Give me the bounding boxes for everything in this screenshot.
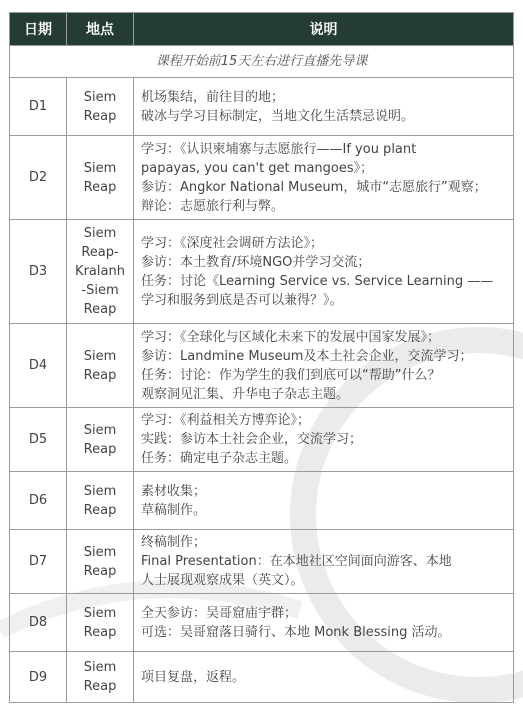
pre-course-note: 课程开始前15天左右进行直播先导课 <box>10 46 514 78</box>
description-line: 人士展现观察成果（英文）。 <box>141 573 304 588</box>
location-line: Siem <box>83 226 117 241</box>
row-location <box>67 220 134 324</box>
location-line: Reap- <box>81 245 119 260</box>
location-line: Siem <box>83 605 117 621</box>
row-location <box>67 408 134 472</box>
description-line: 全天参访：吴哥窟庙宇群； <box>141 605 298 621</box>
description-line: 辩论：志愿旅行利与弊。 <box>141 198 285 214</box>
description-line: 参访：本土教育/环境NGO并学习交流； <box>141 254 371 270</box>
row-location <box>67 530 134 594</box>
description-line: 任务：确定电子杂志主题。 <box>141 451 298 466</box>
row-location <box>67 136 134 220</box>
description-line: 任务：讨论：作为学生的我们到底可以“帮助”什么？ <box>141 367 441 383</box>
row-day: D6 <box>10 472 67 530</box>
row-description <box>134 136 514 220</box>
row-day: D3 <box>10 220 67 324</box>
table-row <box>10 78 514 136</box>
location-line: Reap <box>83 679 117 694</box>
description-line: 机场集结，前往目的地； <box>141 89 285 105</box>
location-line: Reap <box>83 367 117 383</box>
description-line: 项目复盘，返程。 <box>141 669 246 685</box>
location-line: Siem <box>83 89 117 105</box>
location-line: Siem <box>83 483 117 499</box>
description-line: 破冰与学习目标制定，当地文化生活禁忌说明。 <box>141 108 415 124</box>
row-day: D9 <box>10 652 67 703</box>
location-line: Reap <box>83 179 117 195</box>
table-row <box>10 652 514 703</box>
location-line: Siem <box>83 348 117 364</box>
description-line: 草稿制作。 <box>141 502 207 518</box>
row-location <box>67 78 134 136</box>
row-day: D5 <box>10 408 67 472</box>
location-line: Siem <box>83 160 117 176</box>
header-day: 日期 <box>10 13 67 46</box>
row-description <box>134 220 514 324</box>
location-line: -Siem <box>81 283 119 298</box>
table-row <box>10 530 514 594</box>
itinerary-container <box>9 12 513 703</box>
row-description <box>134 652 514 703</box>
row-location <box>67 324 134 408</box>
description-line: 参访：Landmine Museum及本土社会企业，交流学习； <box>141 348 473 364</box>
itinerary-table <box>9 12 514 703</box>
description-line: 可选：吴哥窟落日骑行、本地 Monk Blessing 活动。 <box>141 624 451 640</box>
table-row <box>10 594 514 652</box>
description-line: 实践：参访本土社会企业，交流学习； <box>141 432 363 447</box>
location-line: Siem <box>83 660 117 675</box>
table-row <box>10 408 514 472</box>
description-line: 学习：《利益相关方博弈论》； <box>141 413 311 428</box>
location-line: Reap <box>83 441 117 457</box>
row-description <box>134 408 514 472</box>
header-location: 地点 <box>67 13 134 46</box>
header-description: 说明 <box>134 13 514 46</box>
row-description <box>134 78 514 136</box>
description-line: papayas, you can't get mangoes》； <box>141 160 374 176</box>
row-location <box>67 594 134 652</box>
description-line: 观察洞见汇集、升华电子杂志主题。 <box>141 386 350 402</box>
row-day: D2 <box>10 136 67 220</box>
description-line: 参访：Angkor National Museum，城市“志愿旅行”观察； <box>141 179 487 195</box>
location-line: Reap <box>83 302 117 317</box>
location-line: Reap <box>83 502 117 518</box>
description-line: 任务：讨论《Learning Service vs. Service Learning —— <box>141 273 494 289</box>
table-row <box>10 324 514 408</box>
location-line: Siem <box>83 544 117 560</box>
row-day: D1 <box>10 78 67 136</box>
table-row <box>10 136 514 220</box>
row-description <box>134 530 514 594</box>
table-row <box>10 472 514 530</box>
description-line: 素材收集； <box>141 483 207 499</box>
note-row <box>10 46 514 78</box>
row-description <box>134 472 514 530</box>
row-description <box>134 594 514 652</box>
table-header-row <box>10 13 514 46</box>
row-location <box>67 652 134 703</box>
location-line: Reap <box>83 624 117 640</box>
row-day: D7 <box>10 530 67 594</box>
description-line: 学习：《深度社会调研方法论》； <box>141 235 324 251</box>
description-line: 学习和服务到底是否可以兼得？》。 <box>141 292 343 308</box>
row-day: D4 <box>10 324 67 408</box>
row-location <box>67 472 134 530</box>
description-line: 学习：《认识柬埔寨与志愿旅行——If you plant <box>141 141 417 157</box>
description-line: 终稿制作； <box>141 535 207 550</box>
row-day: D8 <box>10 594 67 652</box>
location-line: Reap <box>83 563 117 579</box>
table-row <box>10 220 514 324</box>
location-line: Reap <box>83 108 117 124</box>
location-line: Siem <box>83 422 117 438</box>
location-line: Kralanh <box>75 264 125 279</box>
description-line: Final Presentation：在本地社区空间面向游客、本地 <box>141 554 452 569</box>
row-description <box>134 324 514 408</box>
description-line: 学习：《全球化与区域化未来下的发展中国家发展》； <box>141 329 441 345</box>
